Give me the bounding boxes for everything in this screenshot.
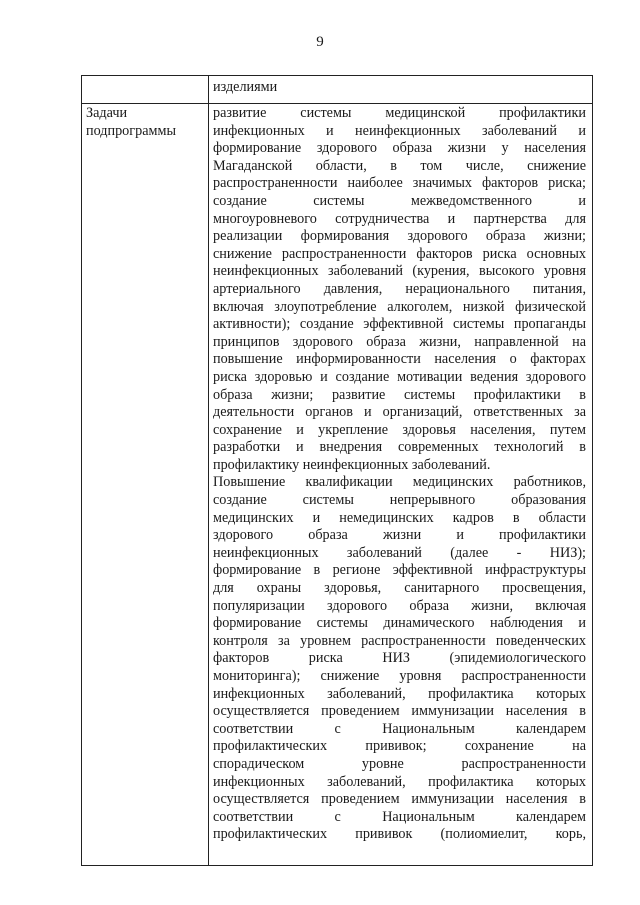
table-cell-right: изделиями (209, 76, 593, 104)
text-line: неинфекционных заболеваний (далее - НИЗ); (213, 544, 586, 561)
text-line: сохранение и укрепление здоровья населения, путем (213, 421, 586, 438)
text-line: активности); создание эффективной системы пропаганды (213, 316, 586, 333)
text-line: для охраны здоровья, санитарного просвещения, (213, 580, 586, 597)
text-line: формирование системы динамического наблюдения и (213, 615, 586, 632)
text-line: деятельности органов и организаций, ответственных за (213, 404, 586, 421)
text-line: снижение распространенности факторов риска основных (213, 245, 586, 262)
text-line: осуществляется проведением иммунизации населения в (213, 703, 586, 720)
table-cell-right (209, 104, 593, 866)
text-line: здорового образа жизни и профилактики (213, 527, 586, 544)
text-line: Повышение квалификации медицинских работников, (213, 474, 586, 491)
text-line: создание системы межведомственного и (213, 192, 586, 209)
text-line: формирование здорового образа жизни у населения (213, 140, 586, 157)
text-line: осуществляется проведением иммунизации населения в (213, 791, 586, 808)
table-cell-left (82, 104, 209, 866)
text-line: факторов риска НИЗ (эпидемиологического (213, 650, 586, 667)
text-line: соответствии с Национальным календарем (213, 808, 586, 825)
text-line: соответствии с Национальным календарем (213, 720, 586, 737)
text-line: реализации формирования здорового образа жизни; (213, 228, 586, 245)
text-line: инфекционных заболеваний, профилактика которых (213, 773, 586, 790)
text-line: принципов здорового образа жизни, направленной на (213, 333, 586, 350)
table-row (82, 76, 593, 104)
row-heading-line: подпрограммы (86, 122, 176, 139)
tasks-text (213, 105, 586, 844)
text-line: профилактику неинфекционных заболеваний. (213, 456, 491, 473)
text-line: мониторинга); снижение уровня распространенности (213, 668, 586, 684)
table-cell-left (82, 76, 209, 104)
text-line: неинфекционных заболеваний (курения, высокого уровня (213, 263, 586, 280)
text-line: профилактических прививок (полиомиелит, корь, (213, 826, 586, 843)
text-line: повышение информированности населения о факторах (213, 351, 586, 368)
text-line: спорадическом уровне распространенности (213, 755, 586, 772)
text-line: профилактических прививок; сохранение на (213, 738, 586, 755)
text-line: инфекционных и неинфекционных заболеваний и (213, 122, 586, 139)
row-heading (86, 105, 208, 140)
row-heading-line: Задачи (86, 105, 128, 121)
text-line: инфекционных заболеваний, профилактика которых (213, 685, 586, 702)
text-line: образа жизни; развитие системы профилактики в (213, 386, 586, 403)
text-line: разработки и внедрения современных технологий в (213, 439, 586, 456)
text-line: распространенности наиболее значимых факторов риска; (213, 175, 586, 192)
text-line: Магаданской области, в том числе, снижение (213, 157, 586, 174)
table-row (82, 104, 593, 866)
text-line: риска здоровью и создание мотивации ведения здорового (213, 368, 586, 385)
text-line: развитие системы медицинской профилактики (213, 105, 586, 121)
page-number: 9 (316, 34, 324, 50)
program-table (81, 75, 593, 866)
text-line: многоуровневого сотрудничества и партнерства для (213, 210, 586, 227)
text-line: популяризации здорового образа жизни, включая (213, 597, 586, 614)
text-line: медицинских и немедицинских кадров в области (213, 509, 586, 526)
text-line: артериального давления, нерационального питания, (213, 280, 586, 297)
text-line: формирование в регионе эффективной инфраструктуры (213, 562, 586, 579)
text-line: создание системы непрерывного образования (213, 492, 586, 509)
text-line: включая злоупотребление алкоголем, низкой физической (213, 298, 586, 315)
text-line: контроля за уровнем распространенности поведенческих (213, 632, 586, 649)
